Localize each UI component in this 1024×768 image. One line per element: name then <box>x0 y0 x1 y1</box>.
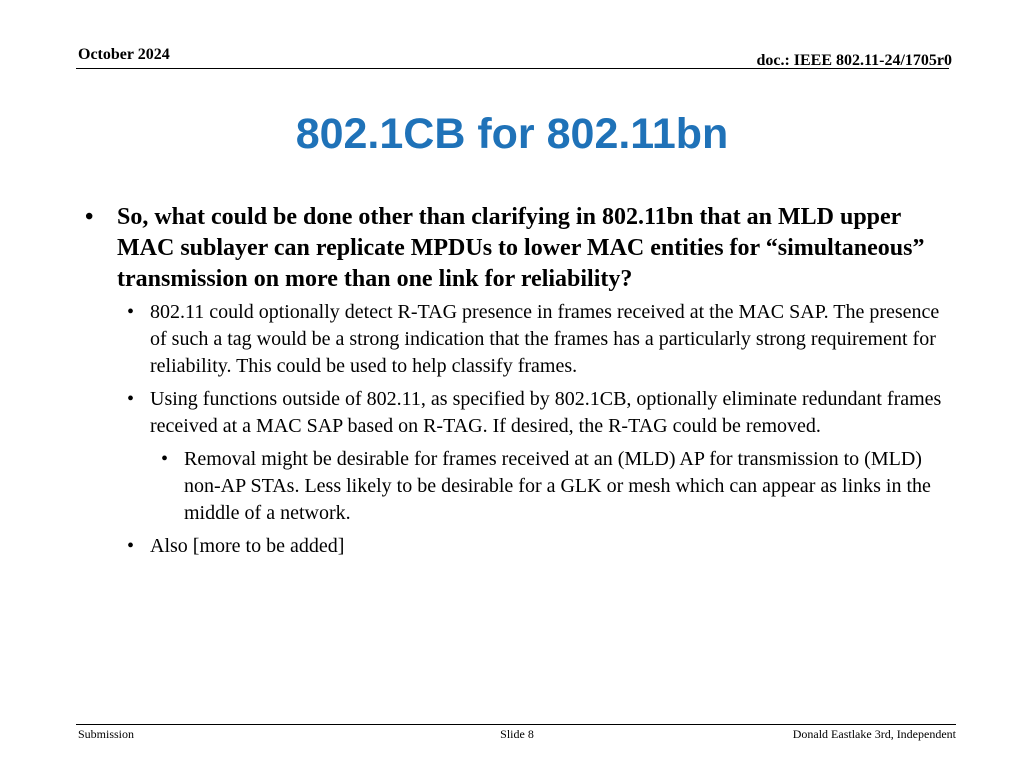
bullet-sub-3-text: Also [more to be added] <box>150 535 345 557</box>
bullet-sub-1 <box>85 299 955 380</box>
bullet-dot: • <box>127 388 135 410</box>
bullet-sub-2-1-text: Removal might be desirable for frames received at an (MLD) AP for transmission to (MLD) non-AP STAs. Less likely to be desirable for a GLK or mesh which can appear as links in the middle of a network. <box>184 448 931 524</box>
bullet-dot: • <box>85 204 94 230</box>
bullet-dot: • <box>161 448 169 470</box>
bullet-sub-3 <box>85 533 955 560</box>
footer-rule <box>76 724 956 725</box>
bullet-sub-2-1 <box>85 446 955 527</box>
bullet-main-text: So, what could be done other than clarifying in 802.11bn that an MLD upper MAC sublayer can replicate MPDUs to lower MAC entities for “simultaneous” transmission on more than one link for reliability? <box>117 204 925 292</box>
bullet-sub-2-text: Using functions outside of 802.11, as specified by 802.1CB, optionally eliminate redundant frames received at a MAC SAP based on R-TAG. If desired, the R-TAG could be removed. <box>150 388 942 437</box>
header-rule <box>76 68 949 69</box>
footer-submission: Submission <box>78 727 135 741</box>
bullet-dot: • <box>127 535 135 557</box>
footer-slide-number: Slide 8 <box>500 727 534 741</box>
header-date: October 2024 <box>78 46 170 63</box>
slide-body <box>85 202 955 566</box>
slide-title: 802.1CB for 802.11bn <box>295 110 729 158</box>
bullet-sub-2 <box>85 386 955 440</box>
footer-author: Donald Eastlake 3rd, Independent <box>792 727 956 741</box>
bullet-sub-1-text: 802.11 could optionally detect R-TAG presence in frames received at the MAC SAP. The presence of such a tag would be a strong indication that the frames has a particularly strong requirement for reliability. This could be used to help classify frames. <box>150 301 940 377</box>
header-doc-id: doc.: IEEE 802.11-24/1705r0 <box>756 52 952 69</box>
bullet-main <box>85 202 955 295</box>
bullet-dot: • <box>127 301 135 323</box>
